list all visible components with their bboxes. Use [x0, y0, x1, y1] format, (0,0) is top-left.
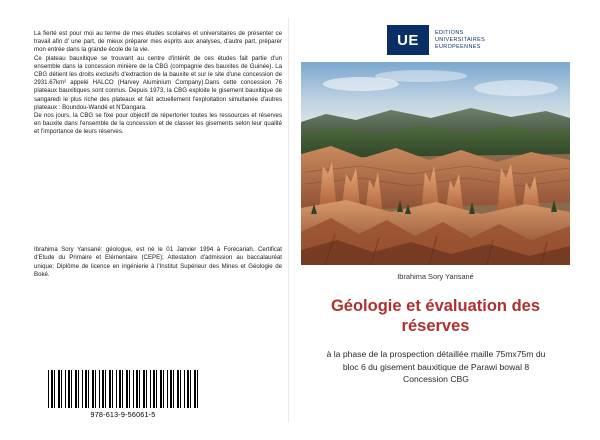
- publisher-logo-text: [435, 30, 485, 51]
- cover-photograph: [301, 62, 570, 265]
- publisher-line-3: EUROPEENNES: [435, 43, 481, 50]
- front-cover-subtitle: à la phase de la prospection détaillée maille 75mx75m du bloc 6 du gisement bauxitique de Parawi bowal 8 Concession CBG: [326, 349, 546, 384]
- page-title: Géologie et évaluation des réserves: [330, 297, 541, 335]
- isbn-number: 978-613-9-56061-5: [90, 410, 156, 419]
- back-cover: [30, 18, 288, 422]
- barcode-area: [48, 370, 198, 420]
- front-cover-author: Ibrahima Sory Yansané: [397, 272, 474, 281]
- publisher-logo: [387, 18, 570, 62]
- publisher-line-1: EDITIONS: [435, 29, 464, 36]
- barcode-image: [48, 370, 198, 408]
- back-cover-blurb: [34, 30, 282, 137]
- publisher-logo-mark: UE: [387, 25, 429, 55]
- publisher-line-2: UNIVERSITAIRES: [435, 36, 486, 43]
- author-biography: [34, 240, 282, 285]
- front-cover: [301, 18, 570, 422]
- author-bio-text: Ibrahima Sory Yansané: géologue, est né le 01 Janvier 1994 à Forécariah. Certificat d'Etude du Primaire et Elémentaire (CEPE); Attestation d'admission au baccalauréat unique; Diplôme de licence en ingénierie à l'Institut Supérieur des Mines et Géologie de Boké.: [34, 246, 282, 278]
- canyon-landscape-illustration: [301, 62, 570, 265]
- blurb-text: La fierté est pour moi au terme de mes études scolaires et universitaires de présenter ce travail afin d' une part, de mieux préparer mes esprits aux analyses, d'autre part, préparer mon entrée dans la grande école de la vie. Ce plateau bauxitique se trouvant au centre d'intérêt de ces études fait partie d'un ensemble dans la concession minière de la CBG (compagnie des bauxites de Guinée). La CBG détient les droits exclusifs d'extraction de la bauxite et sur le site d'une concession de 2931.67km² appelé HALCO (Harvey Aluminium Company).Dans cette concession 76 plateaux bauxitiques sont connus. Depuis 1973, la CBG exploite le gisement bauxitique de sangaredi le plus riche des plateaux et fait actuellement l'exploitation simultanée d'autres plateaux : Boundou-Wandé et N'Dangara. De nos jours, la CBG se fixe pour objectif de répertorier toutes les ressources et réserves en bauxite dans l'ensemble de la concession et de classer les gisements selon leur qualité et l'importance de leurs réserves.: [34, 30, 282, 136]
